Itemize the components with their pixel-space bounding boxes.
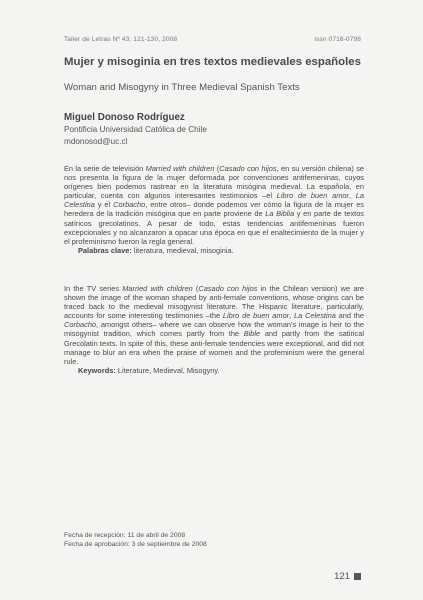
abstract-english-text: In the TV series Married with children (Casado con hijos in the Chilean version) we are shown the image of the woman shaped by anti-female conventions, whose origins can be traced back to the medieval misogynist literature. The Hispanic literature, particularly, accounts for some interesting testimonies –the Libro de buen amor, La Celestina and the Corbacho, amongst others– where we can observe how the woman's image is heir to the misogynist tradition, which comes partly from the Bible and partly from the satirical Grecolatin texts. In spite of this, these anti-female tendencies were exceptional, and did not manage to blur an era when the praise of women and the profeminism were the general rule. bbox=[64, 284, 365, 366]
abstract-english bbox=[64, 284, 364, 375]
keywords-spanish: Palabras clave: literatura, medieval, misoginia. bbox=[78, 245, 234, 255]
article-subtitle: Woman and Misogyny in Three Medieval Spanish Texts bbox=[64, 82, 300, 93]
approved-date: Fecha de aprobación: 3 de septiembre de 2008 bbox=[64, 540, 207, 548]
author-affiliation: Pontificia Universidad Católica de Chile bbox=[64, 125, 207, 134]
received-date: Fecha de recepción: 11 de abril de 2008 bbox=[64, 532, 186, 539]
abstract-spanish-text: En la serie de televisión Married with children (Casado con hijos, en su versión chilena) se nos presenta la figura de la mujer deformada por convenciones antifemeninas, cuyos orígenes bien podemos rastrear en la literatura misógina medieval. La española, en particular, cuenta con algunos interesantes testimonios –el Libro de buen amor, La Celestina y el Corbacho, entre otros– donde podemos ver cómo la figura de la mujer es heredera de la tradición misógina que en parte proviene de La Biblia y en parte de textos satíricos grecolatinos. A pesar de todo, estas tendencias antifemeninas fueron excepcionales y no alcanzaron a opacar una época en que el enaltecimiento de la mujer y el profeminismo fueron la regla general. bbox=[64, 164, 365, 246]
author-email[interactable]: mdonosod@uc.cl bbox=[64, 137, 128, 146]
submission-dates bbox=[64, 532, 207, 549]
page-number bbox=[334, 571, 361, 582]
issn-header: issn 0716-0798 bbox=[314, 36, 361, 43]
abstract-spanish bbox=[64, 164, 364, 255]
article-title: Mujer y misoginia en tres textos medievales españoles bbox=[64, 56, 361, 68]
square-marker-icon bbox=[354, 573, 361, 580]
page-number-label: 121 bbox=[334, 571, 350, 582]
journal-header: Taller de Letras Nº 43: 121-130, 2008 bbox=[64, 36, 178, 43]
keywords-english: Keywords: Literature, Medieval, Misogyny. bbox=[78, 365, 220, 375]
author-name: Miguel Donoso Rodríguez bbox=[64, 112, 185, 123]
